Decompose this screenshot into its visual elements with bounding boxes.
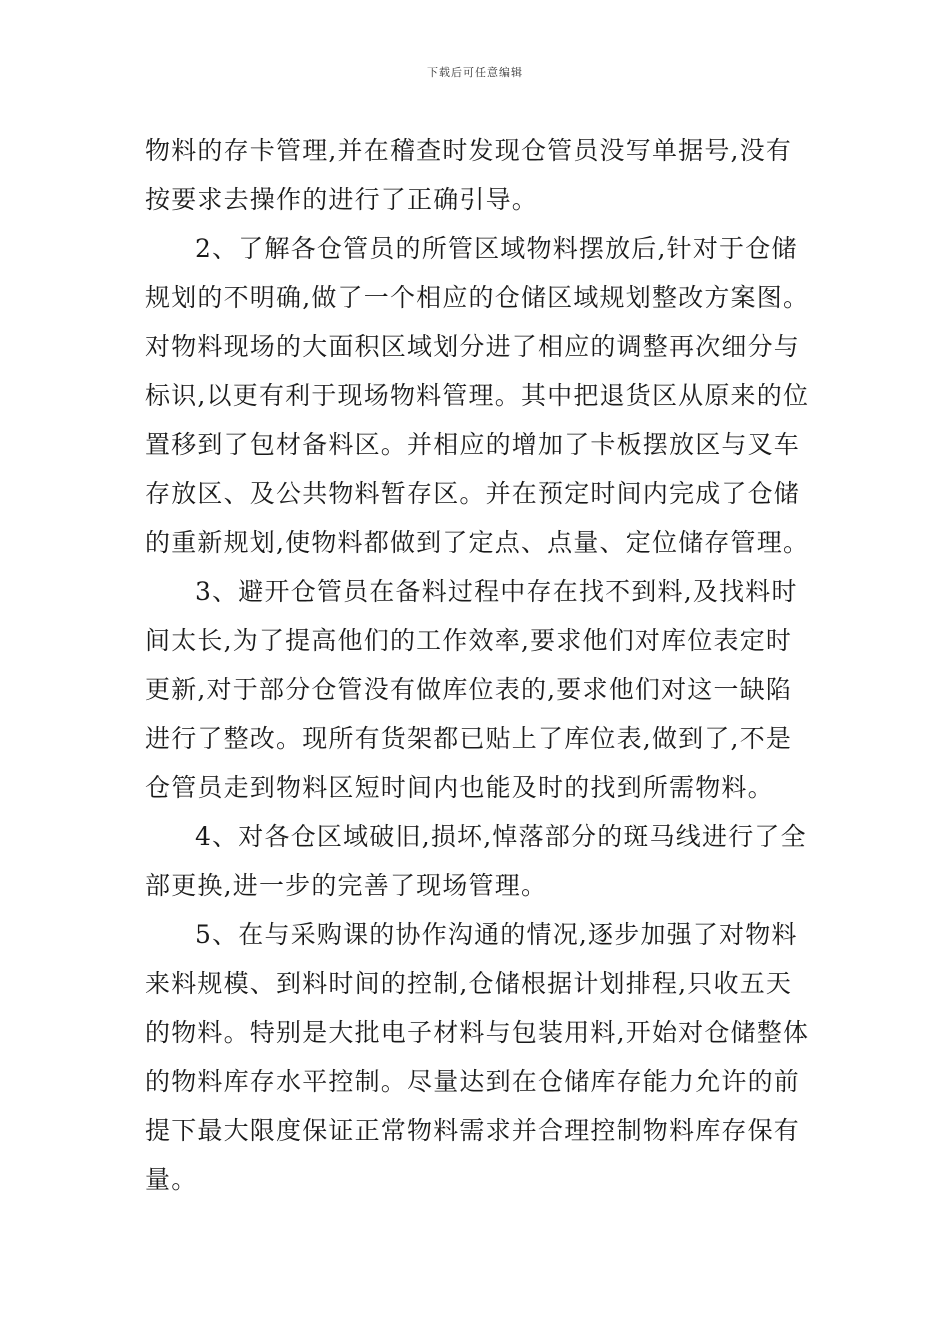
text-line: 提下最大限度保证正常物料需求并合理控制物料库存保有 [145, 1116, 801, 1145]
paragraph-start-line: 4、对各仓区域破旧,损坏,悼落部分的斑马线进行了全 [195, 822, 807, 851]
text-line: 来料规模、到料时间的控制,仓储根据计划排程,只收五天 [145, 969, 793, 998]
text-line: 物料的存卡管理,并在稽查时发现仓管员没写单据号,没有 [145, 136, 793, 165]
text-line: 对物料现场的大面积区域划分进了相应的调整再次细分与 [145, 332, 801, 361]
text-line: 按要求去操作的进行了正确引导。 [145, 185, 539, 214]
text-line: 部更换,进一步的完善了现场管理。 [145, 871, 548, 900]
text-line: 存放区、及公共物料暂存区。并在预定时间内完成了仓储 [145, 479, 801, 508]
text-line: 的重新规划,使物料都做到了定点、点量、定位储存管理。 [145, 528, 810, 557]
paragraph-start-line: 5、在与采购课的协作沟通的情况,逐步加强了对物料 [195, 920, 798, 949]
page-header: 下载后可任意编辑 [427, 66, 523, 79]
text-line: 置移到了包材备料区。并相应的增加了卡板摆放区与叉车 [145, 430, 801, 459]
text-line: 进行了整改。现所有货架都已贴上了库位表,做到了,不是 [145, 724, 793, 753]
text-line: 更新,对于部分仓管没有做库位表的,要求他们对这一缺陷 [145, 675, 793, 704]
text-line: 仓管员走到物料区短时间内也能及时的找到所需物料。 [145, 773, 774, 802]
document-body [145, 126, 810, 1204]
text-line: 规划的不明确,做了一个相应的仓储区域规划整改方案图。 [145, 283, 810, 312]
text-line: 的物料库存水平控制。尽量达到在仓储库存能力允许的前 [145, 1067, 801, 1096]
text-line: 间太长,为了提高他们的工作效率,要求他们对库位表定时 [145, 626, 793, 655]
paragraph-start-line: 2、了解各仓管员的所管区域物料摆放后,针对于仓储 [195, 234, 798, 263]
text-line: 的物料。特别是大批电子材料与包装用料,开始对仓储整体 [145, 1018, 810, 1047]
text-line: 量。 [145, 1165, 198, 1194]
paragraph-start-line: 3、避开仓管员在备料过程中存在找不到料,及找料时 [195, 577, 798, 606]
text-line: 标识,以更有利于现场物料管理。其中把退货区从原来的位 [145, 381, 810, 410]
